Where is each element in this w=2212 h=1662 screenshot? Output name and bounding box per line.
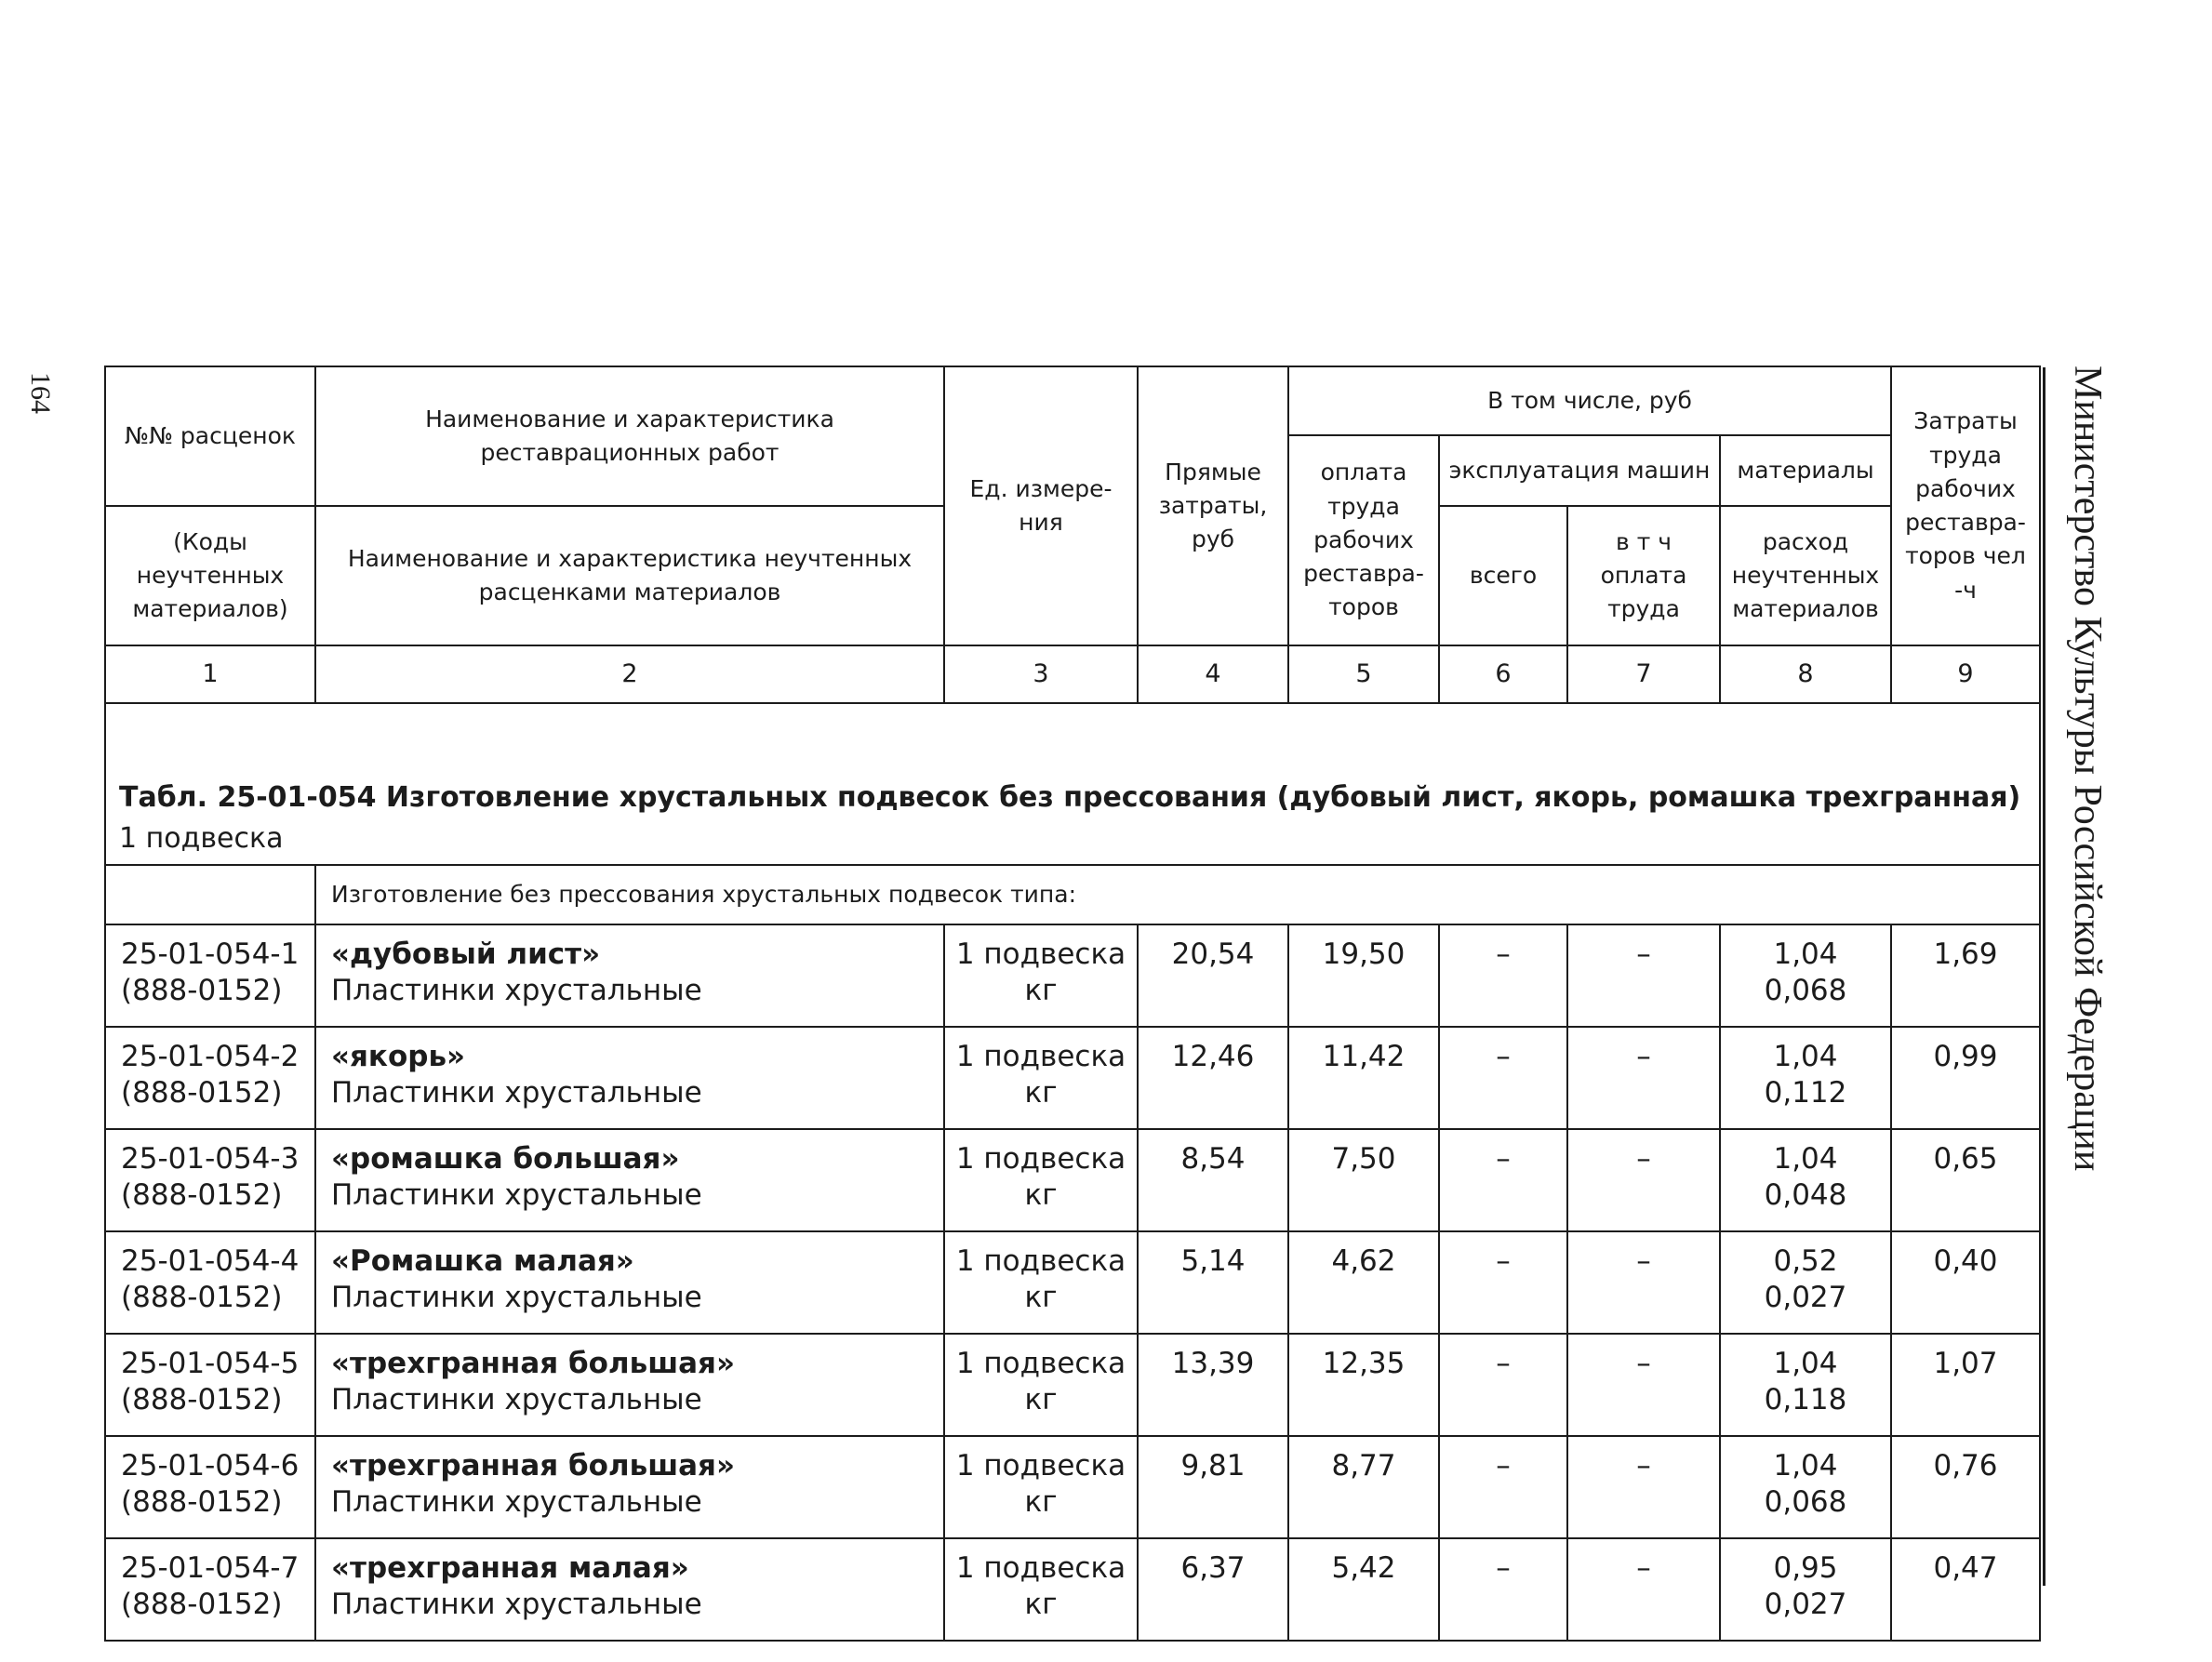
header-col3: Ед. измере-ния bbox=[944, 366, 1138, 645]
direct-cost-cell bbox=[1138, 924, 1288, 1027]
materials-consumption: 0,118 bbox=[1764, 1383, 1847, 1417]
header-col8: расход неучтенных материалов bbox=[1720, 506, 1891, 645]
materials-cost: 1,04 bbox=[1773, 937, 1838, 971]
column-number: 3 bbox=[944, 645, 1138, 703]
rate-code-cell bbox=[105, 1538, 315, 1641]
direct-cost: 12,46 bbox=[1171, 1040, 1255, 1073]
material-code: (888-0152) bbox=[121, 1383, 283, 1417]
unit-work: 1 подвеска bbox=[955, 1142, 1126, 1176]
header-col2-bottom: Наименование и характеристика неучтенных расценками материалов bbox=[315, 506, 944, 645]
machines-total: – bbox=[1496, 1551, 1511, 1585]
machines-total-cell bbox=[1439, 1027, 1567, 1129]
unit-material: кг bbox=[1024, 1485, 1058, 1520]
work-name: «трехгранная большая» bbox=[331, 1449, 735, 1483]
material-code: (888-0152) bbox=[121, 1281, 283, 1315]
header-group-machines: эксплуатация машин bbox=[1439, 435, 1720, 506]
section-title-row bbox=[105, 703, 2040, 865]
rate-code: 25-01-054-6 bbox=[121, 1449, 300, 1483]
machines-labor-cell bbox=[1567, 1436, 1720, 1538]
table-row bbox=[105, 924, 2040, 1027]
subgroup-label: Изготовление без прессования хрустальных подвесок типа: bbox=[315, 865, 2040, 924]
unit-material: кг bbox=[1024, 1281, 1058, 1315]
materials-consumption: 0,027 bbox=[1764, 1588, 1847, 1622]
work-name: «дубовый лист» bbox=[331, 937, 601, 971]
labor-hours: 0,40 bbox=[1933, 1244, 1998, 1278]
section-title: Табл. 25-01-054 Изготовление хрустальных подвесок без прессования (дубовый лист, якорь, ромашка трехгранная) bbox=[119, 781, 2021, 814]
machines-labor: – bbox=[1636, 1040, 1651, 1073]
work-name-cell bbox=[315, 1231, 944, 1334]
subgroup-empty-cell bbox=[105, 865, 315, 924]
labor-pay-cell bbox=[1288, 1231, 1439, 1334]
direct-cost: 20,54 bbox=[1171, 937, 1255, 971]
machines-labor: – bbox=[1636, 1142, 1651, 1176]
table-header bbox=[105, 366, 2040, 703]
machines-total: – bbox=[1496, 1040, 1511, 1073]
machines-total: – bbox=[1496, 1347, 1511, 1380]
rate-code-cell bbox=[105, 1334, 315, 1436]
rate-code: 25-01-054-7 bbox=[121, 1551, 300, 1585]
rate-code-cell bbox=[105, 924, 315, 1027]
labor-hours-cell bbox=[1891, 1231, 2040, 1334]
work-name: «трехгранная большая» bbox=[331, 1347, 735, 1380]
side-rule bbox=[2043, 367, 2045, 1586]
work-name-cell bbox=[315, 924, 944, 1027]
table-row bbox=[105, 1129, 2040, 1231]
direct-cost: 13,39 bbox=[1171, 1347, 1255, 1380]
unit-cell bbox=[944, 1436, 1138, 1538]
labor-pay-cell bbox=[1288, 1027, 1439, 1129]
table-row bbox=[105, 1231, 2040, 1334]
unit-material: кг bbox=[1024, 1383, 1058, 1417]
column-number: 1 bbox=[105, 645, 315, 703]
unit-material: кг bbox=[1024, 1588, 1058, 1622]
unit-work: 1 подвеска bbox=[955, 1449, 1126, 1483]
labor-hours-cell bbox=[1891, 924, 2040, 1027]
rate-code-cell bbox=[105, 1129, 315, 1231]
machines-labor: – bbox=[1636, 937, 1651, 971]
labor-pay: 8,77 bbox=[1331, 1449, 1396, 1483]
work-name: «Ромашка малая» bbox=[331, 1244, 634, 1278]
header-col1-bottom: (Коды неучтенных материалов) bbox=[105, 506, 315, 645]
material-name: Пластинки хрустальные bbox=[331, 1485, 702, 1520]
material-code: (888-0152) bbox=[121, 1076, 283, 1110]
materials-consumption: 0,068 bbox=[1764, 974, 1847, 1008]
header-group-materials: материалы bbox=[1720, 435, 1891, 506]
materials-cost: 0,52 bbox=[1773, 1244, 1838, 1278]
labor-hours-cell bbox=[1891, 1436, 2040, 1538]
direct-cost: 6,37 bbox=[1180, 1551, 1246, 1585]
labor-pay: 12,35 bbox=[1322, 1347, 1406, 1380]
unit-work: 1 подвеска bbox=[955, 1244, 1126, 1278]
unit-work: 1 подвеска bbox=[955, 1347, 1126, 1380]
unit-material: кг bbox=[1024, 1076, 1058, 1110]
material-code: (888-0152) bbox=[121, 1588, 283, 1622]
table-row bbox=[105, 1436, 2040, 1538]
labor-pay-cell bbox=[1288, 1334, 1439, 1436]
labor-pay-cell bbox=[1288, 1436, 1439, 1538]
labor-hours-cell bbox=[1891, 1129, 2040, 1231]
machines-labor-cell bbox=[1567, 924, 1720, 1027]
materials-cell bbox=[1720, 1231, 1891, 1334]
materials-cell bbox=[1720, 1027, 1891, 1129]
rate-code: 25-01-054-4 bbox=[121, 1244, 300, 1278]
section-unit: 1 подвеска bbox=[119, 821, 284, 855]
machines-total: – bbox=[1496, 1449, 1511, 1483]
direct-cost: 8,54 bbox=[1180, 1142, 1246, 1176]
material-name: Пластинки хрустальные bbox=[331, 1178, 702, 1213]
labor-hours: 0,47 bbox=[1933, 1551, 1998, 1585]
labor-hours-cell bbox=[1891, 1027, 2040, 1129]
work-name-cell bbox=[315, 1027, 944, 1129]
unit-cell bbox=[944, 1027, 1138, 1129]
materials-cell bbox=[1720, 1129, 1891, 1231]
material-name: Пластинки хрустальные bbox=[331, 1588, 702, 1622]
labor-hours: 0,76 bbox=[1933, 1449, 1998, 1483]
materials-consumption: 0,068 bbox=[1764, 1485, 1847, 1520]
machines-total: – bbox=[1496, 1244, 1511, 1278]
materials-cost: 1,04 bbox=[1773, 1040, 1838, 1073]
labor-pay: 19,50 bbox=[1322, 937, 1406, 971]
unit-cell bbox=[944, 1231, 1138, 1334]
material-name: Пластинки хрустальные bbox=[331, 1281, 702, 1315]
materials-cell bbox=[1720, 1538, 1891, 1641]
material-name: Пластинки хрустальные bbox=[331, 974, 702, 1008]
materials-cell bbox=[1720, 924, 1891, 1027]
page-number: 164 bbox=[25, 372, 56, 414]
machines-labor: – bbox=[1636, 1449, 1651, 1483]
header-col7: в т ч оплата труда bbox=[1567, 506, 1720, 645]
machines-labor-cell bbox=[1567, 1334, 1720, 1436]
unit-work: 1 подвеска bbox=[955, 1040, 1126, 1073]
table-row bbox=[105, 1334, 2040, 1436]
rates-table bbox=[104, 366, 2041, 1642]
work-name: «трехгранная малая» bbox=[331, 1551, 689, 1585]
work-name: «якорь» bbox=[331, 1040, 466, 1073]
direct-cost-cell bbox=[1138, 1538, 1288, 1641]
labor-hours: 0,99 bbox=[1933, 1040, 1998, 1073]
rate-code: 25-01-054-5 bbox=[121, 1347, 300, 1380]
materials-cost: 1,04 bbox=[1773, 1347, 1838, 1380]
rate-code: 25-01-054-1 bbox=[121, 937, 300, 971]
header-col5: оплата труда рабочих реставра-торов bbox=[1288, 435, 1439, 645]
work-name-cell bbox=[315, 1436, 944, 1538]
unit-material: кг bbox=[1024, 1178, 1058, 1213]
labor-pay: 4,62 bbox=[1331, 1244, 1396, 1278]
labor-pay: 11,42 bbox=[1322, 1040, 1406, 1073]
column-numbers-row bbox=[105, 645, 2040, 703]
header-col6: всего bbox=[1439, 506, 1567, 645]
unit-material: кг bbox=[1024, 974, 1058, 1008]
materials-cost: 1,04 bbox=[1773, 1142, 1838, 1176]
section-title-cell bbox=[105, 703, 2040, 865]
header-col1-top: №№ расценок bbox=[105, 366, 315, 506]
column-number: 8 bbox=[1720, 645, 1891, 703]
labor-hours-cell bbox=[1891, 1334, 2040, 1436]
work-name: «ромашка большая» bbox=[331, 1142, 680, 1176]
material-code: (888-0152) bbox=[121, 1178, 283, 1213]
header-group-incl: В том числе, руб bbox=[1288, 366, 1891, 435]
labor-pay: 7,50 bbox=[1331, 1142, 1396, 1176]
table-row bbox=[105, 1027, 2040, 1129]
labor-hours-cell bbox=[1891, 1538, 2040, 1641]
rate-code: 25-01-054-2 bbox=[121, 1040, 300, 1073]
unit-work: 1 подвеска bbox=[955, 937, 1126, 971]
labor-hours: 1,69 bbox=[1933, 937, 1998, 971]
labor-pay-cell bbox=[1288, 1538, 1439, 1641]
column-number: 4 bbox=[1138, 645, 1288, 703]
work-name-cell bbox=[315, 1129, 944, 1231]
machines-labor-cell bbox=[1567, 1538, 1720, 1641]
materials-cost: 0,95 bbox=[1773, 1551, 1838, 1585]
materials-consumption: 0,112 bbox=[1764, 1076, 1847, 1110]
materials-cell bbox=[1720, 1436, 1891, 1538]
material-name: Пластинки хрустальные bbox=[331, 1076, 702, 1110]
rate-code-cell bbox=[105, 1027, 315, 1129]
column-number: 2 bbox=[315, 645, 944, 703]
subgroup-row bbox=[105, 865, 2040, 924]
labor-hours: 0,65 bbox=[1933, 1142, 1998, 1176]
machines-labor-cell bbox=[1567, 1129, 1720, 1231]
direct-cost-cell bbox=[1138, 1231, 1288, 1334]
direct-cost: 5,14 bbox=[1180, 1244, 1246, 1278]
machines-labor: – bbox=[1636, 1551, 1651, 1585]
machines-total-cell bbox=[1439, 1129, 1567, 1231]
rate-code: 25-01-054-3 bbox=[121, 1142, 300, 1176]
table-body bbox=[105, 703, 2040, 1641]
machines-labor: – bbox=[1636, 1244, 1651, 1278]
direct-cost-cell bbox=[1138, 1027, 1288, 1129]
material-name: Пластинки хрустальные bbox=[331, 1383, 702, 1417]
column-number: 6 bbox=[1439, 645, 1567, 703]
labor-hours: 1,07 bbox=[1933, 1347, 1998, 1380]
table-row bbox=[105, 1538, 2040, 1641]
labor-pay-cell bbox=[1288, 1129, 1439, 1231]
rate-code-cell bbox=[105, 1436, 315, 1538]
direct-cost: 9,81 bbox=[1180, 1449, 1246, 1483]
work-name-cell bbox=[315, 1538, 944, 1641]
labor-pay: 5,42 bbox=[1331, 1551, 1396, 1585]
materials-consumption: 0,027 bbox=[1764, 1281, 1847, 1315]
column-number: 9 bbox=[1891, 645, 2040, 703]
material-code: (888-0152) bbox=[121, 974, 283, 1008]
work-name-cell bbox=[315, 1334, 944, 1436]
direct-cost-cell bbox=[1138, 1129, 1288, 1231]
column-number: 5 bbox=[1288, 645, 1439, 703]
machines-total: – bbox=[1496, 1142, 1511, 1176]
side-title: Министерство Культуры Российской Федерации bbox=[2066, 366, 2109, 1172]
header-col9: Затраты труда рабочих реставра-торов чел -ч bbox=[1891, 366, 2040, 645]
unit-cell bbox=[944, 924, 1138, 1027]
header-col2-top: Наименование и характеристика реставрационных работ bbox=[315, 366, 944, 506]
column-number: 7 bbox=[1567, 645, 1720, 703]
machines-labor: – bbox=[1636, 1347, 1651, 1380]
unit-cell bbox=[944, 1129, 1138, 1231]
materials-consumption: 0,048 bbox=[1764, 1178, 1847, 1213]
machines-total: – bbox=[1496, 937, 1511, 971]
direct-cost-cell bbox=[1138, 1436, 1288, 1538]
unit-cell bbox=[944, 1538, 1138, 1641]
machines-total-cell bbox=[1439, 1436, 1567, 1538]
machines-total-cell bbox=[1439, 1334, 1567, 1436]
material-code: (888-0152) bbox=[121, 1485, 283, 1520]
machines-labor-cell bbox=[1567, 1231, 1720, 1334]
header-col4: Прямые затраты, руб bbox=[1138, 366, 1288, 645]
rate-code-cell bbox=[105, 1231, 315, 1334]
machines-labor-cell bbox=[1567, 1027, 1720, 1129]
direct-cost-cell bbox=[1138, 1334, 1288, 1436]
machines-total-cell bbox=[1439, 1538, 1567, 1641]
materials-cell bbox=[1720, 1334, 1891, 1436]
machines-total-cell bbox=[1439, 924, 1567, 1027]
labor-pay-cell bbox=[1288, 924, 1439, 1027]
machines-total-cell bbox=[1439, 1231, 1567, 1334]
materials-cost: 1,04 bbox=[1773, 1449, 1838, 1483]
unit-work: 1 подвеска bbox=[955, 1551, 1126, 1585]
unit-cell bbox=[944, 1334, 1138, 1436]
